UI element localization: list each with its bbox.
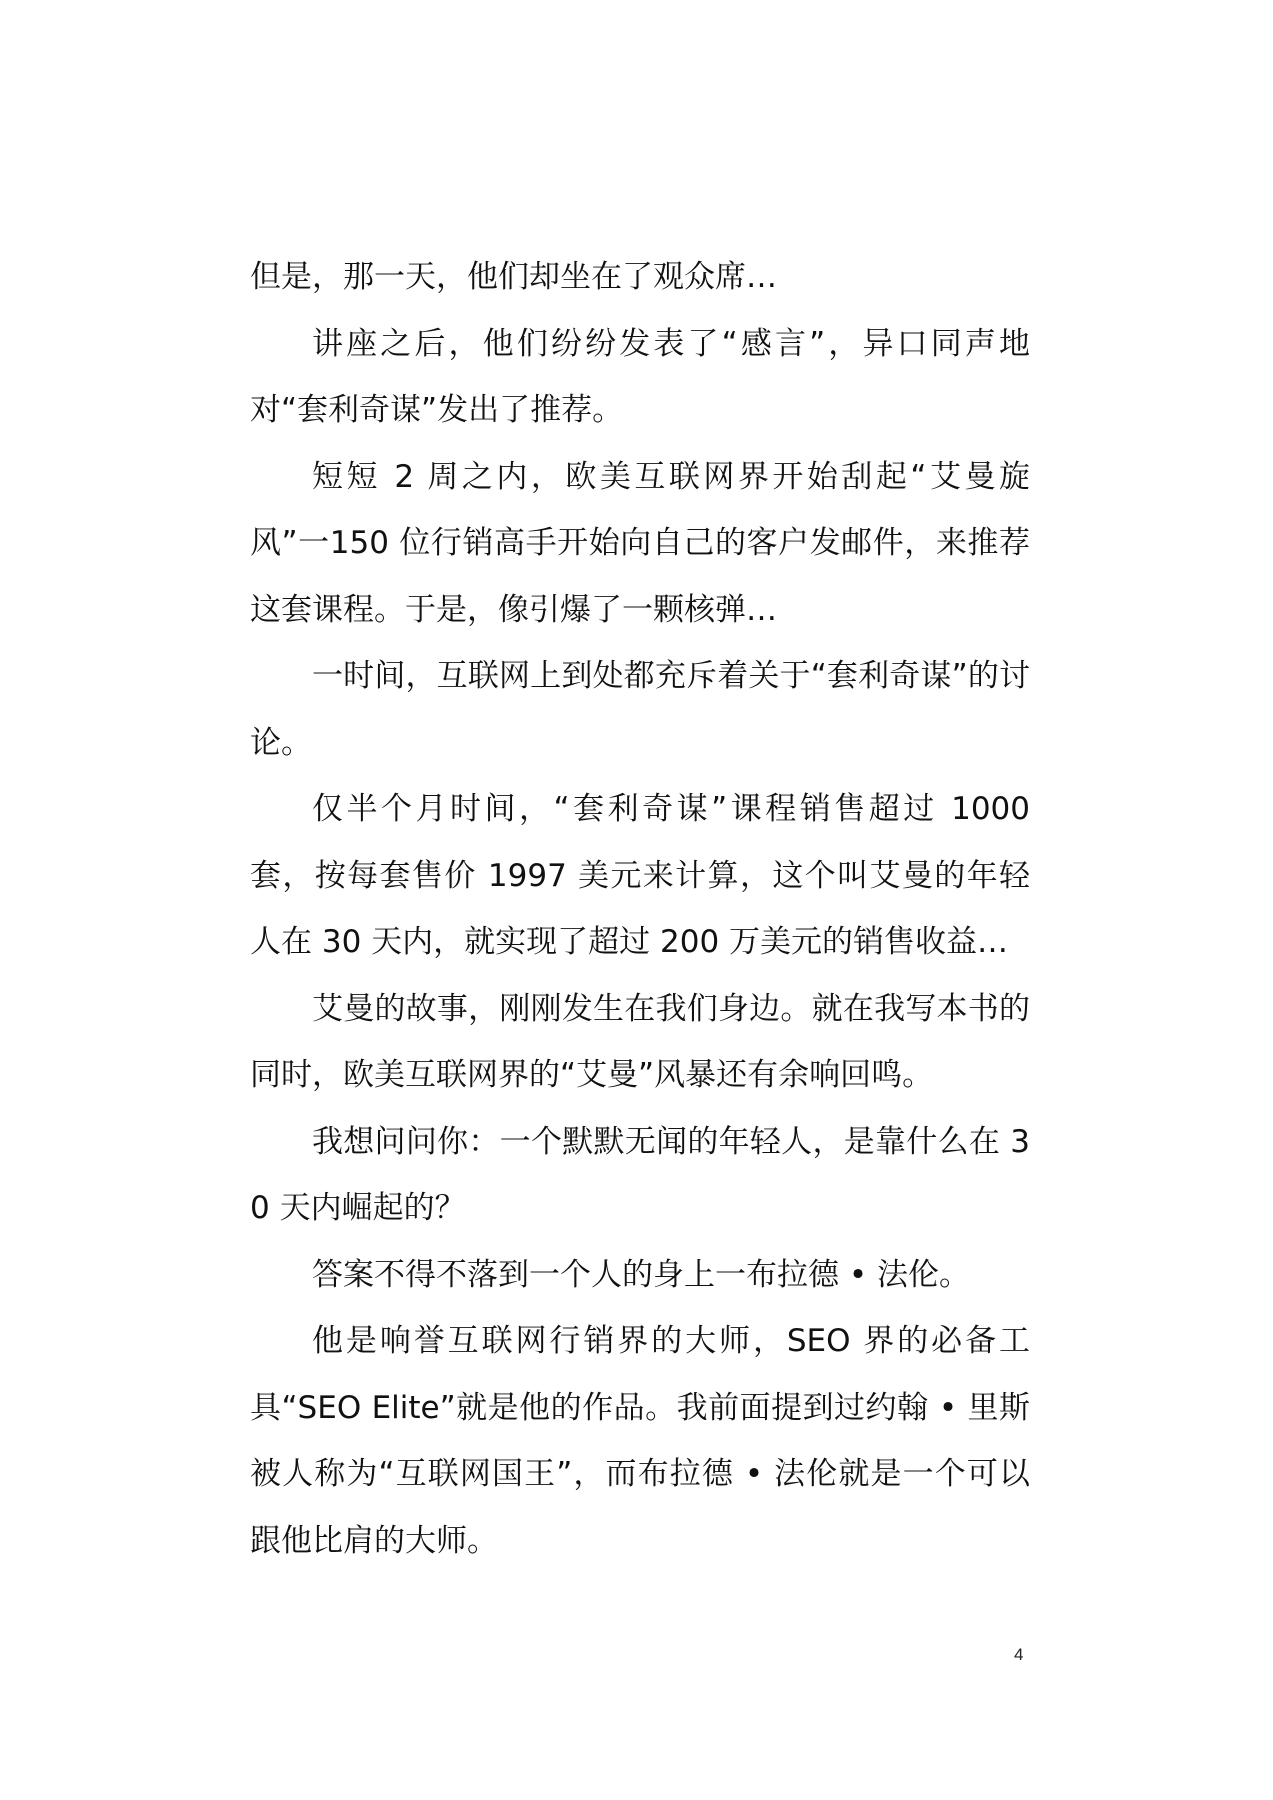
paragraph: 一时间，互联网上到处都充斥着关于“套利奇谋”的讨论。 <box>250 658 1030 761</box>
page-number: 4 <box>1014 1645 1024 1664</box>
paragraph: 仅半个月时间，“套利奇谋”课程销售超过 1000 套，按每套售价 1997 美元来计算，这个叫艾曼的年轻人在 30 天内，就实现了超过 200 万美元的销售收益… <box>250 791 1030 960</box>
paragraph: 艾曼的故事，刚刚发生在我们身边。就在我写本书的同时，欧美互联网界的“艾曼”风暴还有余响回鸣。 <box>250 990 1030 1093</box>
paragraph: 但是，那一天，他们却坐在了观众席… <box>250 259 777 295</box>
paragraph: 我想问问你：一个默默无闻的年轻人，是靠什么在 30 天内崛起的？ <box>250 1123 1030 1226</box>
paragraph: 短短 2 周之内，欧美互联网界开始刮起“艾曼旋风”一150 位行销高手开始向自己的客户发邮件，来推荐这套课程。于是，像引爆了一颗核弹… <box>250 458 1030 628</box>
body-text <box>250 244 1030 1574</box>
paragraph: 讲座之后，他们纷纷发表了“感言”，异口同声地对“套利奇谋”发出了推荐。 <box>250 325 1030 428</box>
paragraph: 答案不得不落到一个人的身上一布拉德 • 法伦。 <box>312 1256 970 1293</box>
paragraph: 他是响誉互联网行销界的大师，SEO 界的必备工具“SEO Elite”就是他的作品。我前面提到过约翰 • 里斯被人称为“互联网国王”，而布拉德 • 法伦就是一个可以跟他比肩的大师。 <box>250 1323 1030 1559</box>
